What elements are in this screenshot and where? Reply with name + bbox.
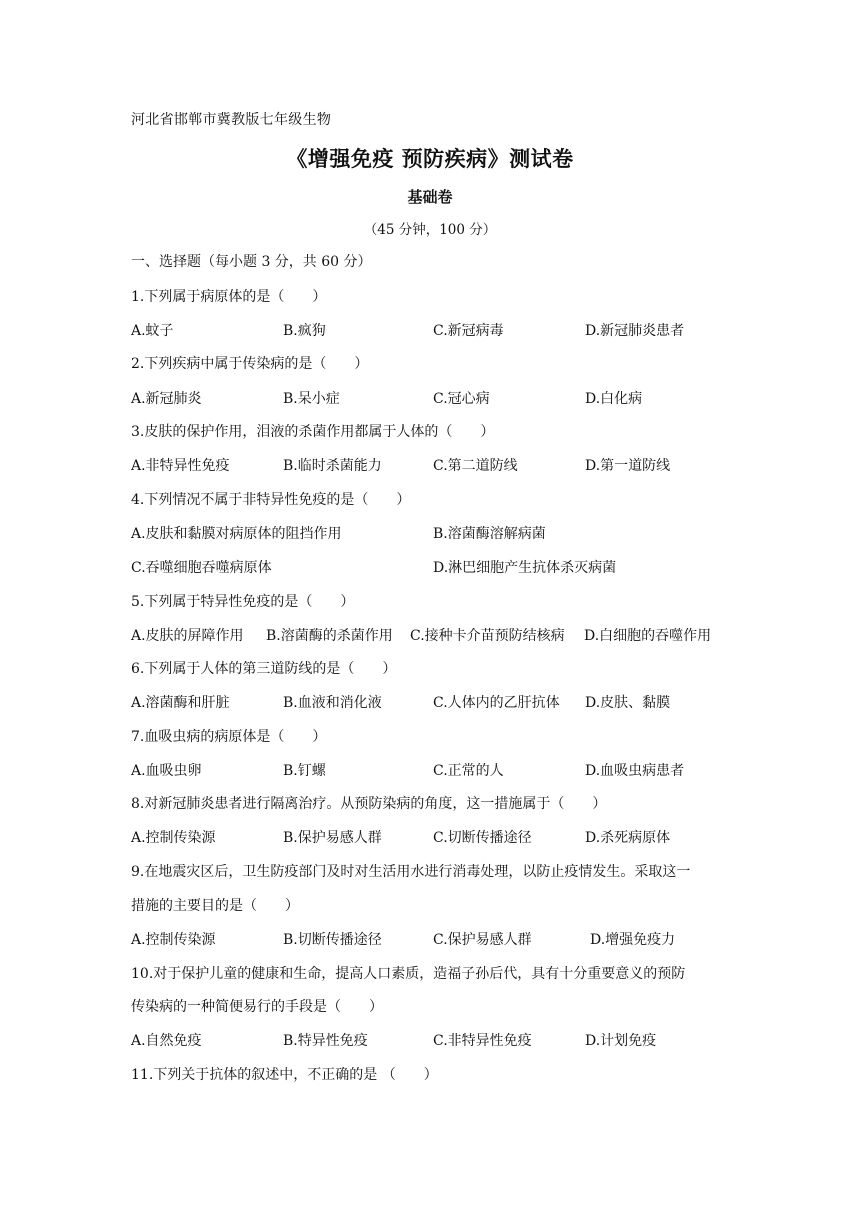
- q3-option-b: B.临时杀菌能力: [283, 458, 382, 474]
- question-10-continued: 传染病的一种简便易行的手段是（ ）: [131, 999, 383, 1015]
- q3-option-d: D.第一道防线: [585, 458, 671, 474]
- question-8: 8.对新冠肺炎患者进行隔离治疗。从预防染病的角度，这一措施属于（ ）: [131, 796, 607, 812]
- q1-option-a: A.蚊子: [131, 323, 174, 339]
- q4-option-d: D.淋巴细胞产生抗体杀灭病菌: [433, 560, 617, 576]
- q6-option-a: A.溶菌酶和肝脏: [131, 695, 230, 711]
- q2-option-a: A.新冠肺炎: [131, 391, 202, 407]
- q4-option-c: C.吞噬细胞吞噬病原体: [131, 560, 272, 576]
- q5-option-a: A.皮肤的屏障作用: [131, 628, 244, 644]
- exam-title: 《增强免疫 预防疾病》测试卷: [286, 146, 574, 171]
- q6-option-b: B.血液和消化液: [283, 695, 382, 711]
- q5-option-b: B.溶菌酶的杀菌作用: [266, 628, 393, 644]
- q1-option-d: D.新冠肺炎患者: [585, 323, 685, 339]
- question-11: 11.下列关于抗体的叙述中，不正确的是 （ ）: [131, 1067, 438, 1083]
- q8-option-c: C.切断传播途径: [433, 830, 532, 846]
- q7-option-d: D.血吸虫病患者: [585, 763, 685, 779]
- q4-option-b: B.溶菌酶溶解病菌: [433, 526, 546, 542]
- q5-option-c: C.接种卡介苗预防结核病: [410, 628, 565, 644]
- q8-option-d: D.杀死病原体: [585, 830, 671, 846]
- q7-option-b: B.钉螺: [283, 763, 326, 779]
- q9-option-c: C.保护易感人群: [433, 932, 532, 948]
- document-header: 河北省邯郸市冀教版七年级生物: [131, 112, 332, 128]
- q1-option-c: C.新冠病毒: [433, 323, 504, 339]
- question-10: 10.对于保护儿童的健康和生命，提高人口素质，造福子孙后代，具有十分重要意义的预防: [131, 966, 686, 982]
- q9-option-b: B.切断传播途径: [283, 932, 382, 948]
- question-6: 6.下列属于人体的第三道防线的是（ ）: [131, 661, 397, 677]
- question-4: 4.下列情况不属于非特异性免疫的是（ ）: [131, 492, 411, 508]
- q2-option-d: D.白化病: [585, 391, 643, 407]
- q3-option-a: A.非特异性免疫: [131, 458, 230, 474]
- exam-duration: （45 分钟，100 分）: [363, 222, 497, 238]
- question-5: 5.下列属于特异性免疫的是（ ）: [131, 594, 355, 610]
- exam-subtitle: 基础卷: [407, 188, 453, 206]
- q8-option-b: B.保护易感人群: [283, 830, 382, 846]
- q3-option-c: C.第二道防线: [433, 458, 518, 474]
- q10-option-d: D.计划免疫: [585, 1033, 657, 1049]
- question-9-continued: 措施的主要目的是（ ）: [131, 898, 299, 914]
- q5-option-d: D.白细胞的吞噬作用: [584, 628, 712, 644]
- question-3: 3.皮肤的保护作用，泪液的杀菌作用都属于人体的（ ）: [131, 424, 495, 440]
- q1-option-b: B.疯狗: [283, 323, 326, 339]
- q7-option-a: A.血吸虫卵: [131, 763, 202, 779]
- question-9: 9.在地震灾区后，卫生防疫部门及时对生活用水进行消毒处理，以防止疫情发生。采取这一: [131, 864, 691, 880]
- q9-option-d: D.增强免疫力: [590, 932, 676, 948]
- q6-option-c: C.人体内的乙肝抗体: [433, 695, 560, 711]
- q10-option-b: B.特异性免疫: [283, 1033, 368, 1049]
- q9-option-a: A.控制传染源: [131, 932, 216, 948]
- q10-option-c: C.非特异性免疫: [433, 1033, 532, 1049]
- q10-option-a: A.自然免疫: [131, 1033, 202, 1049]
- q8-option-a: A.控制传染源: [131, 830, 216, 846]
- section-heading: 一、选择题（每小题 3 分，共 60 分）: [131, 254, 372, 270]
- q2-option-c: C.冠心病: [433, 391, 490, 407]
- q2-option-b: B.呆小症: [283, 391, 340, 407]
- question-2: 2.下列疾病中属于传染病的是（ ）: [131, 356, 369, 372]
- question-7: 7.血吸虫病的病原体是（ ）: [131, 729, 327, 745]
- q6-option-d: D.皮肤、黏膜: [585, 695, 671, 711]
- q4-option-a: A.皮肤和黏膜对病原体的阻挡作用: [131, 526, 342, 542]
- question-1: 1.下列属于病原体的是（ ）: [131, 289, 327, 305]
- q7-option-c: C.正常的人: [433, 763, 504, 779]
